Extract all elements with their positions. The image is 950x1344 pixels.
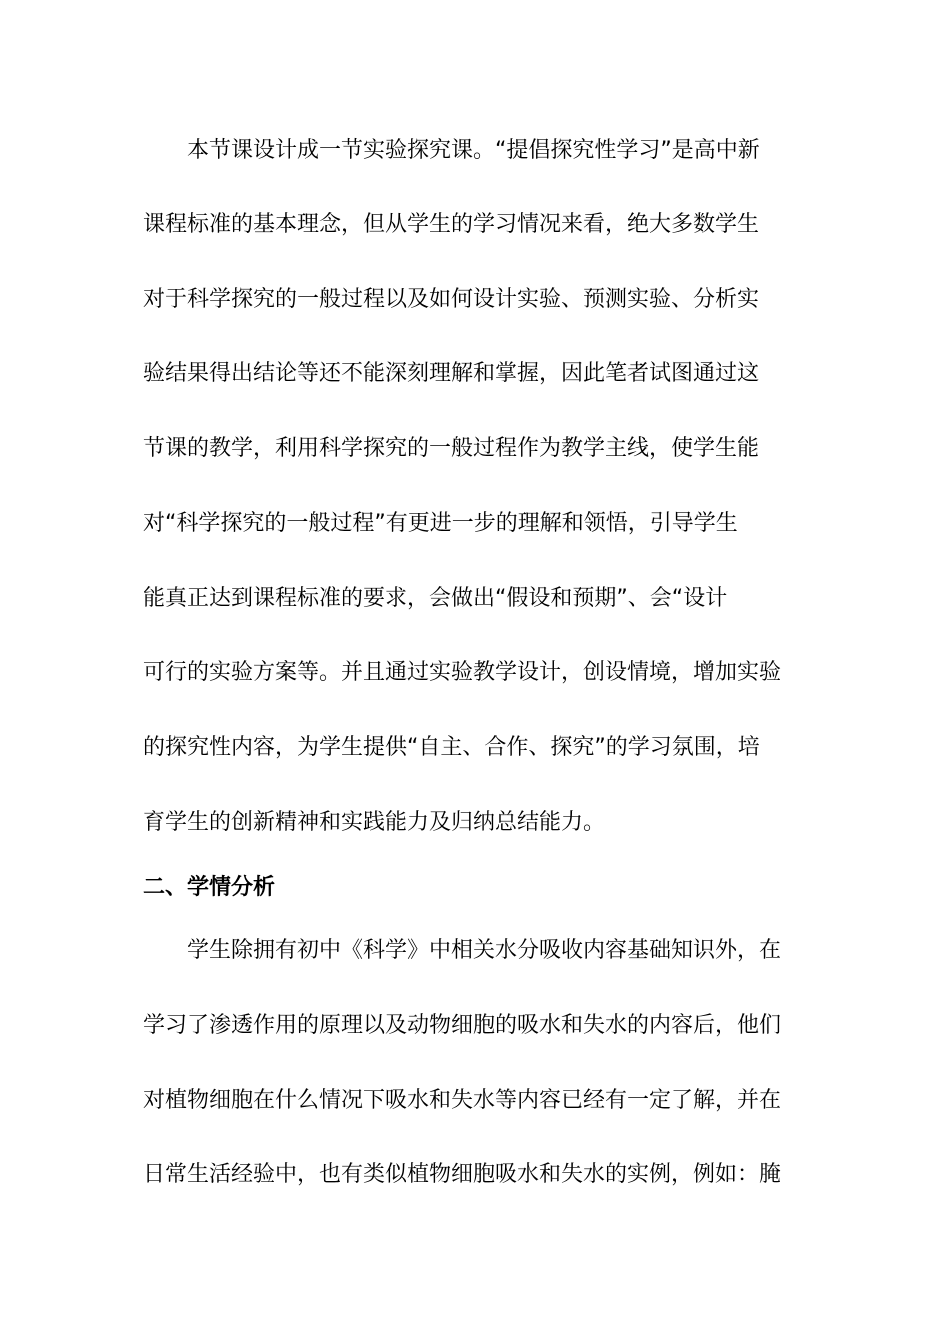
paragraph-line: 育学生的创新精神和实践能力及归纳总结能力。 (143, 810, 606, 835)
paragraph-line: 学生除拥有初中《科学》中相关水分吸收内容基础知识外，在 (143, 938, 782, 963)
paragraph-line: 对于科学探究的一般过程以及如何设计实验、预测实验、分析实 (143, 287, 760, 312)
paragraph-line: 学习了渗透作用的原理以及动物细胞的吸水和失水的内容后，他们 (143, 1013, 782, 1038)
paragraph-line: 日常生活经验中，也有类似植物细胞吸水和失水的实例，例如：腌 (143, 1162, 782, 1187)
paragraph-line: 可行的实验方案等。并且通过实验教学设计，创设情境，增加实验 (143, 660, 782, 685)
paragraph-line: 课程标准的基本理念，但从学生的学习情况来看，绝大多数学生 (143, 212, 760, 237)
paragraph-line: 本节课设计成一节实验探究课。“提倡探究性学习”是高中新 (143, 138, 760, 163)
paragraph-line: 能真正达到课程标准的要求，会做出“假设和预期”、会“设计 (143, 586, 728, 611)
paragraph-line: 验结果得出结论等还不能深刻理解和掌握，因此笔者试图通过这 (143, 361, 760, 386)
paragraph-line: 对“科学探究的一般过程”有更进一步的理解和领悟，引导学生 (143, 511, 738, 536)
paragraph-line: 的探究性内容，为学生提供“自主、合作、探究”的学习氛围，培 (143, 735, 760, 760)
paragraph-line: 节课的教学，利用科学探究的一般过程作为教学主线，使学生能 (143, 436, 760, 461)
paragraph-line: 对植物细胞在什么情况下吸水和失水等内容已经有一定了解，并在 (143, 1088, 782, 1113)
section-heading: 二、学情分析 (143, 875, 276, 900)
